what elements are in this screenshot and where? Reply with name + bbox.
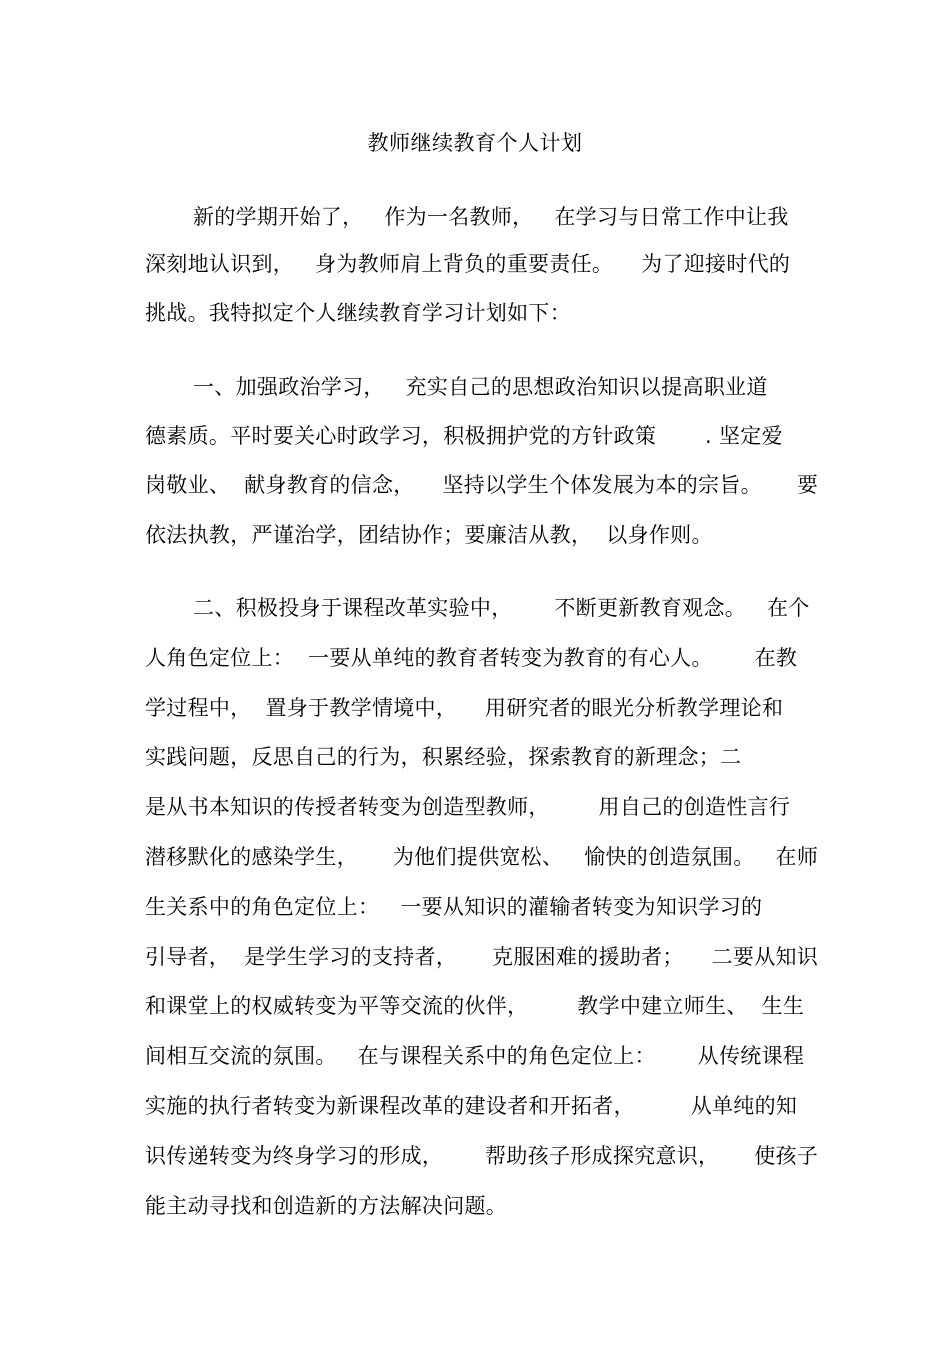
paragraph-3-line-10: 间相互交流的氛围。 在与课程关系中的角色定位上： 从传统课程 [145,1044,805,1068]
paragraph-3-line-7: 生关系中的角色定位上： 一要从知识的灌输者转变为知识学习的 [145,895,763,919]
paragraph-3-line-2: 人角色定位上： 一要从单纯的教育者转变为教育的有心人。 在教 [145,646,798,670]
paragraph-3-line-13: 能主动寻找和创造新的方法解决问题。 [145,1194,508,1218]
paragraph-2-line-3: 岗敬业、 献身教育的信念， 坚持以学生个体发展为本的宗旨。 要 [145,473,819,497]
paragraph-3-line-8: 引导者， 是学生学习的支持者， 克服困难的援助者； 二要从知识 [145,945,819,969]
paragraph-1-line-1: 新的学期开始了， 作为一名教师， 在学习与日常工作中让我 [193,205,789,229]
paragraph-3-line-12: 识传递转变为终身学习的形成， 帮助孩子形成探究意识， 使孩子 [145,1144,819,1168]
paragraph-3-line-1: 二、积极投身于课程改革实验中， 不断更新教育观念。 在个 [193,596,810,620]
paragraph-3-line-4: 实践问题，反思自己的行为，积累经验，探索教育的新理念；二 [145,745,742,769]
paragraph-3-line-11: 实施的执行者转变为新课程改革的建设者和开拓者， 从单纯的知 [145,1094,798,1118]
document-title: 教师继续教育个人计划 [367,131,583,155]
paragraph-2-line-1: 一、加强政治学习， 充实自己的思想政治知识以提高职业道 [193,375,768,399]
paragraph-1-line-2: 深刻地认识到， 身为教师肩上背负的重要责任。 为了迎接时代的 [145,252,791,276]
paragraph-1-line-3: 挑战。我特拟定个人继续教育学习计划如下： [145,301,571,325]
paragraph-3-line-3: 学过程中， 置身于教学情境中， 用研究者的眼光分析教学理论和 [145,696,784,720]
paragraph-3-line-9: 和课堂上的权威转变为平等交流的伙伴， 教学中建立师生、 生生 [145,994,805,1018]
paragraph-3-line-5: 是从书本知识的传授者转变为创造型教师， 用自己的创造性言行 [145,795,791,819]
paragraph-3-line-6: 潜移默化的感染学生， 为他们提供宽松、 愉快的创造氛围。 在师 [145,845,819,869]
paragraph-2-line-4: 依法执教，严谨治学，团结协作；要廉洁从教， 以身作则。 [145,523,713,547]
paragraph-2-line-2: 德素质。平时要关心时政学习，积极拥护党的方针政策 . 坚定爱 [145,424,783,448]
